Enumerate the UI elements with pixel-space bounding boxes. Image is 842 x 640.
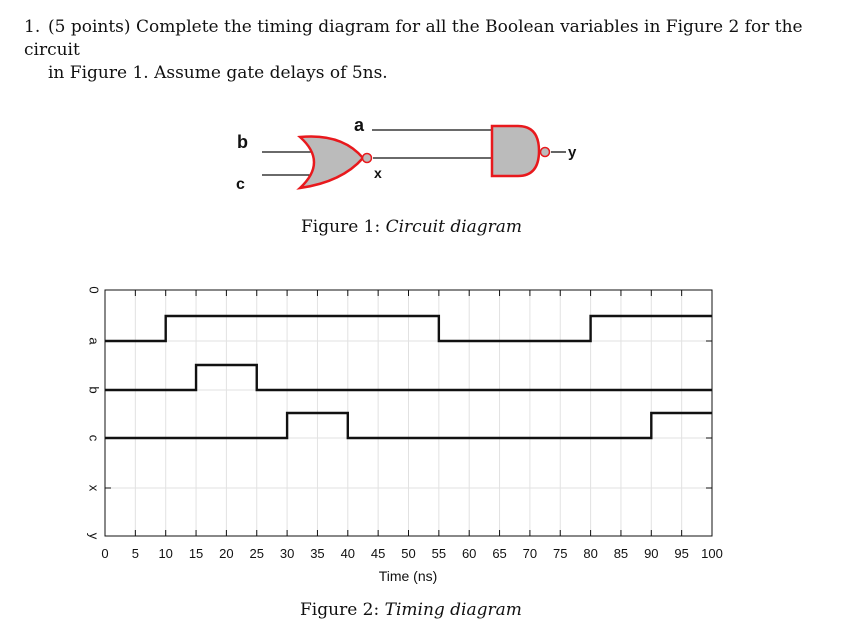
x-tick-label: 75 bbox=[553, 546, 568, 561]
label-c: c bbox=[236, 176, 245, 193]
x-tick-label: 5 bbox=[131, 546, 139, 561]
x-tick-labels bbox=[101, 546, 722, 561]
figure2-caption-prefix: Figure 2: bbox=[300, 600, 380, 620]
figure1-caption-title: Circuit diagram bbox=[385, 217, 523, 237]
figure2-caption bbox=[300, 600, 522, 620]
x-tick-label: 90 bbox=[644, 546, 659, 561]
figure2-caption-title: Timing diagram bbox=[384, 600, 522, 620]
x-tick-label: 10 bbox=[158, 546, 173, 561]
x-tick-label: 20 bbox=[219, 546, 234, 561]
x-tick-label: 70 bbox=[522, 546, 538, 561]
x-axis-label: Time (ns) bbox=[378, 568, 438, 584]
row-label-x: x bbox=[86, 484, 102, 492]
problem-number: 1. bbox=[24, 17, 41, 37]
x-tick-label: 15 bbox=[188, 546, 204, 561]
row-label-a: a bbox=[86, 337, 102, 345]
figure1-caption-prefix: Figure 1: bbox=[301, 217, 381, 237]
row-label-b: b bbox=[86, 386, 102, 394]
label-x: x bbox=[374, 165, 382, 181]
x-tick-label: 0 bbox=[101, 546, 109, 561]
problem-text-1: (5 points) Complete the timing diagram for all the Boolean variables in Figure 2 for the circuit bbox=[24, 17, 803, 60]
row-label-c: c bbox=[86, 434, 102, 442]
row-label-y: y bbox=[86, 532, 102, 540]
x-tick-label: 45 bbox=[370, 546, 386, 561]
x-tick-label: 80 bbox=[583, 546, 598, 561]
x-tick-label: 100 bbox=[701, 546, 723, 561]
label-b: b bbox=[237, 132, 248, 152]
x-tick-label: 40 bbox=[340, 546, 356, 561]
x-tick-label: 35 bbox=[310, 546, 325, 561]
row-label-0: 0 bbox=[86, 286, 102, 294]
x-tick-label: 30 bbox=[279, 546, 295, 561]
label-y: y bbox=[568, 144, 577, 161]
row-labels bbox=[87, 286, 102, 539]
grid bbox=[105, 290, 712, 536]
x-tick-label: 25 bbox=[249, 546, 264, 561]
x-tick-label: 55 bbox=[431, 546, 447, 561]
x-tick-label: 50 bbox=[401, 546, 416, 561]
x-tick-label: 65 bbox=[492, 546, 507, 561]
problem-line-2: in Figure 1. Assume gate delays of 5ns. bbox=[48, 63, 388, 83]
x-tick-label: 85 bbox=[613, 546, 629, 561]
x-tick-label: 60 bbox=[461, 546, 477, 561]
x-tick-label: 95 bbox=[674, 546, 689, 561]
label-a: a bbox=[354, 115, 365, 135]
